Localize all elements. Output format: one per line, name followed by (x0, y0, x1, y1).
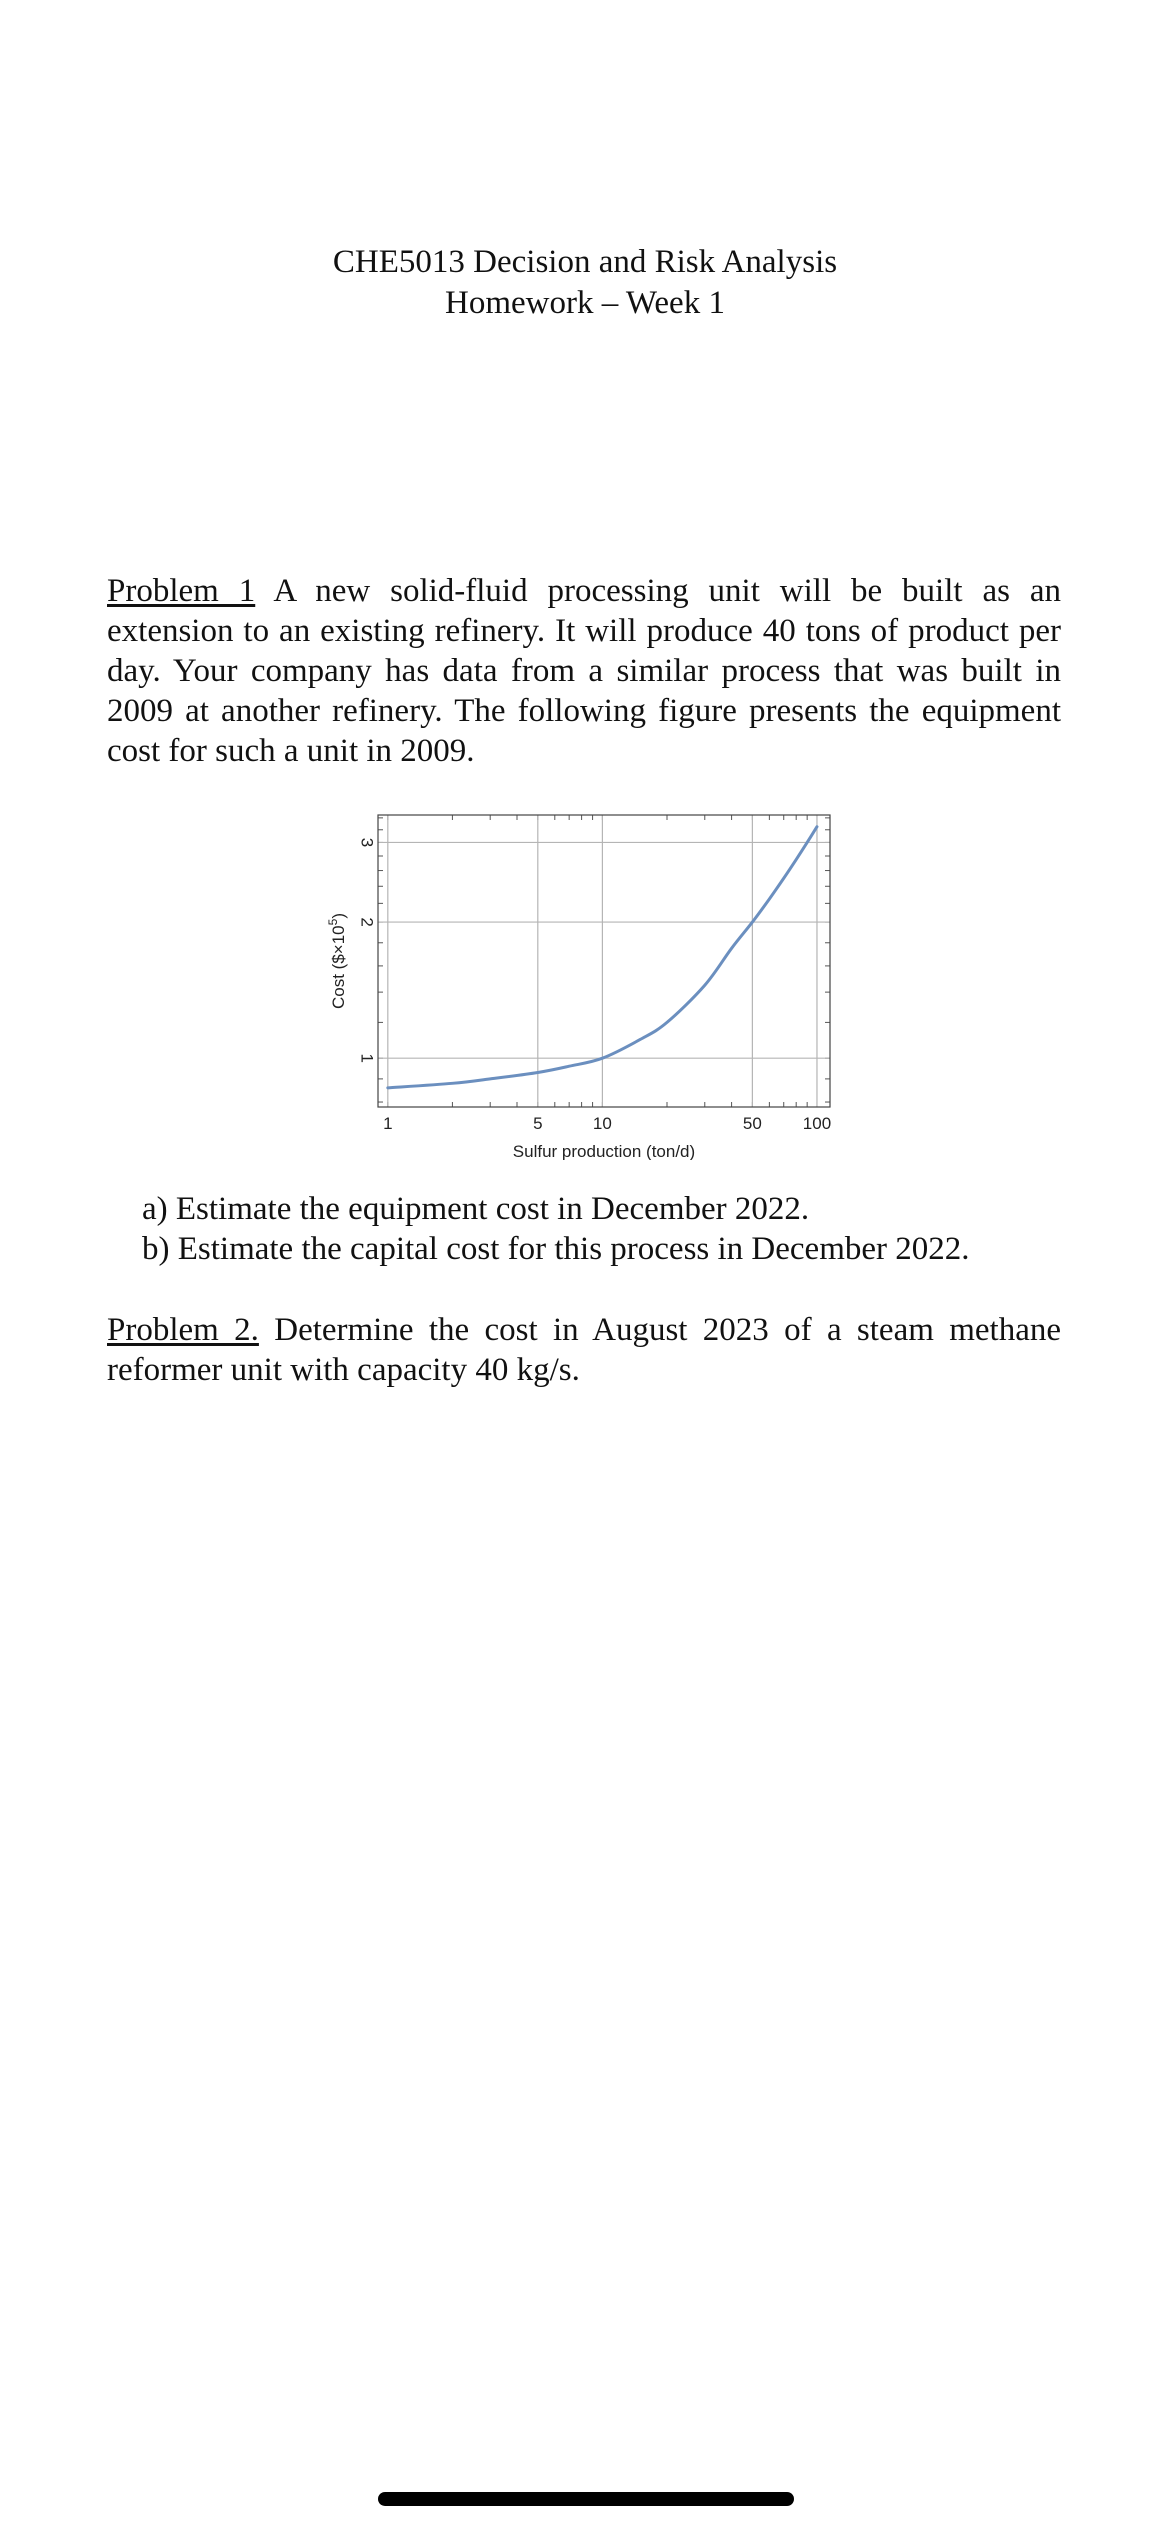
problem-1 (107, 571, 1061, 771)
home-indicator[interactable] (378, 2492, 794, 2506)
problem-1-item-b: b) Estimate the capital cost for this process in December 2022. (142, 1231, 970, 1267)
x-tick-label: 100 (802, 1114, 832, 1133)
problem-1-text: A new solid-fluid processing unit will be built as an extension to an existing refinery. It will produce 40 tons of product per day. Your company has data from a similar process that was built in 2009 at another refinery. The following figure presents the equipment cost for such a unit in 2009. (107, 573, 1062, 769)
y-tick-label: 1 (357, 1053, 377, 1063)
y-tick-label: 2 (357, 917, 377, 927)
problem-2 (107, 1310, 1061, 1390)
x-axis-label: Sulfur production (ton/d) (512, 1142, 696, 1160)
x-tick-label: 10 (592, 1114, 612, 1133)
problem-1-label: Problem 1 (107, 573, 256, 609)
problem-1-item-a: a) Estimate the equipment cost in December 2022. (142, 1191, 810, 1227)
x-tick-label: 50 (742, 1114, 762, 1133)
plot-frame (378, 815, 830, 1107)
homework-title: Homework – Week 1 (445, 285, 725, 321)
problem-1-items (142, 1189, 1042, 1269)
y-tick-label: 3 (357, 837, 377, 848)
problem-2-text: Determine the cost in August 2023 of a steam methane reformer unit with capacity 40 kg/s. (107, 1312, 1061, 1388)
y-axis-label: Cost $(\$\times 10^5)$ (326, 913, 348, 1009)
x-tick-label: 5 (533, 1114, 543, 1133)
problem-2-label: Problem 2. (107, 1312, 259, 1348)
cost-chart-svg (320, 800, 860, 1160)
course-title: CHE5013 Decision and Risk Analysis (332, 244, 838, 280)
x-tick-label: 1 (383, 1114, 393, 1133)
cost-chart (320, 800, 860, 1160)
document-title (0, 242, 1170, 324)
